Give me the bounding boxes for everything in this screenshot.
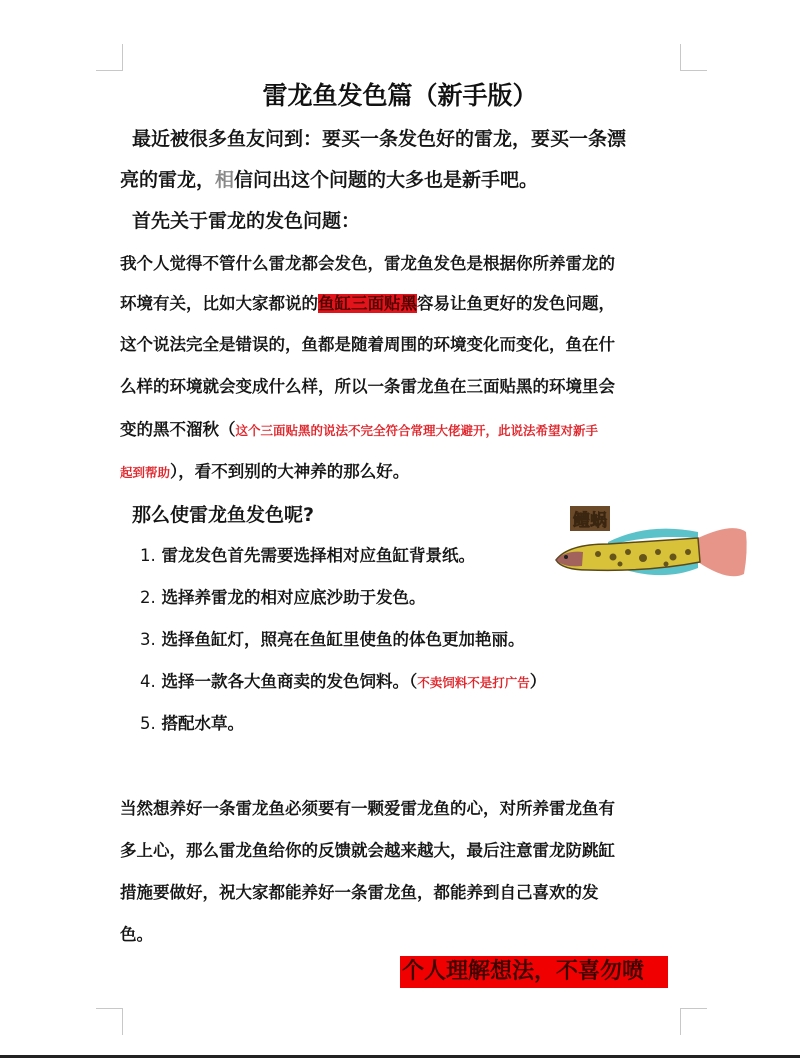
body-line: 这个说法完全是错误的，鱼都是随着周围的环境变化而变化，鱼在什 <box>120 335 615 354</box>
body-line <box>120 416 598 440</box>
signature-banner: 个人理解想法，不喜勿喷 <box>400 956 668 988</box>
text: 环境有关，比如大家都说的 <box>120 294 318 313</box>
list-text: 搭配水草。 <box>161 714 244 733</box>
list-number: 3. <box>140 630 156 649</box>
list-number: 1. <box>140 546 156 565</box>
margin-corner-mark <box>96 44 123 71</box>
section-heading: 首先关于雷龙的发色问题： <box>132 210 361 232</box>
conclusion-line: 当然想养好一条雷龙鱼必须要有一颗爱雷龙鱼的心，对所养雷龙鱼有 <box>120 799 615 818</box>
list-item <box>140 668 546 692</box>
list-item <box>140 710 244 734</box>
list-text: 选择鱼缸灯，照亮在鱼缸里使鱼的体色更加艳丽。 <box>161 630 525 649</box>
margin-corner-mark <box>680 1008 707 1035</box>
red-note: 这个三面贴黑的说法不完全符合常理大佬避开，此说法希望对新手 <box>235 423 599 438</box>
snakehead-fish-image <box>548 502 748 590</box>
list-text: 选择养雷龙的相对应底沙助于发色。 <box>161 588 426 607</box>
list-item <box>140 626 525 650</box>
margin-corner-mark <box>680 44 707 71</box>
intro-line <box>120 165 538 192</box>
gray-char: 相 <box>215 169 235 191</box>
text: 信问出这个问题的大多也是新手吧。 <box>234 169 539 191</box>
body-line: 么样的环境就会变成什么样，所以一条雷龙鱼在三面贴黑的环境里会 <box>120 377 615 396</box>
text: ） <box>529 672 547 691</box>
body-line: 我个人觉得不管什么雷龙都会发色，雷龙鱼发色是根据你所养雷龙的 <box>120 254 615 273</box>
text: 变的黑不溜秋（ <box>120 420 236 439</box>
page-title: 雷龙鱼发色篇（新手版） <box>262 81 538 110</box>
list-number: 5. <box>140 714 156 733</box>
section-heading: 那么使雷龙鱼发色呢? <box>132 504 315 526</box>
conclusion-line: 多上心，那么雷龙鱼给你的反馈就会越来越大，最后注意雷龙防跳缸 <box>120 841 615 860</box>
margin-corner-mark <box>96 1008 123 1035</box>
red-note: 起到帮助 <box>120 465 171 480</box>
body-line <box>120 458 409 482</box>
list-item <box>140 542 475 566</box>
body-line <box>120 290 615 314</box>
list-text: 雷龙发色首先需要选择相对应鱼缸背景纸。 <box>161 546 475 565</box>
list-number: 2. <box>140 588 156 607</box>
list-number: 4. <box>140 672 156 691</box>
conclusion-line: 措施要做好，祝大家都能养好一条雷龙鱼，都能养到自己喜欢的发 <box>120 883 599 902</box>
fish-label: 鳢蜗 <box>570 506 610 531</box>
text: ），看不到别的大神养的那么好。 <box>170 462 410 481</box>
highlighted-phrase: 鱼缸三面贴黑 <box>318 294 417 313</box>
list-item <box>140 584 426 608</box>
red-note: 不卖饲料不是打广告 <box>417 675 530 690</box>
text: 亮的雷龙， <box>120 169 216 191</box>
text: 容易让鱼更好的发色问题， <box>417 294 615 313</box>
conclusion-line: 色。 <box>120 925 153 944</box>
list-text: 选择一款各大鱼商卖的发色饲料。（ <box>161 672 418 691</box>
intro-line: 最近被很多鱼友问到：要买一条发色好的雷龙，要买一条漂 <box>132 128 627 150</box>
